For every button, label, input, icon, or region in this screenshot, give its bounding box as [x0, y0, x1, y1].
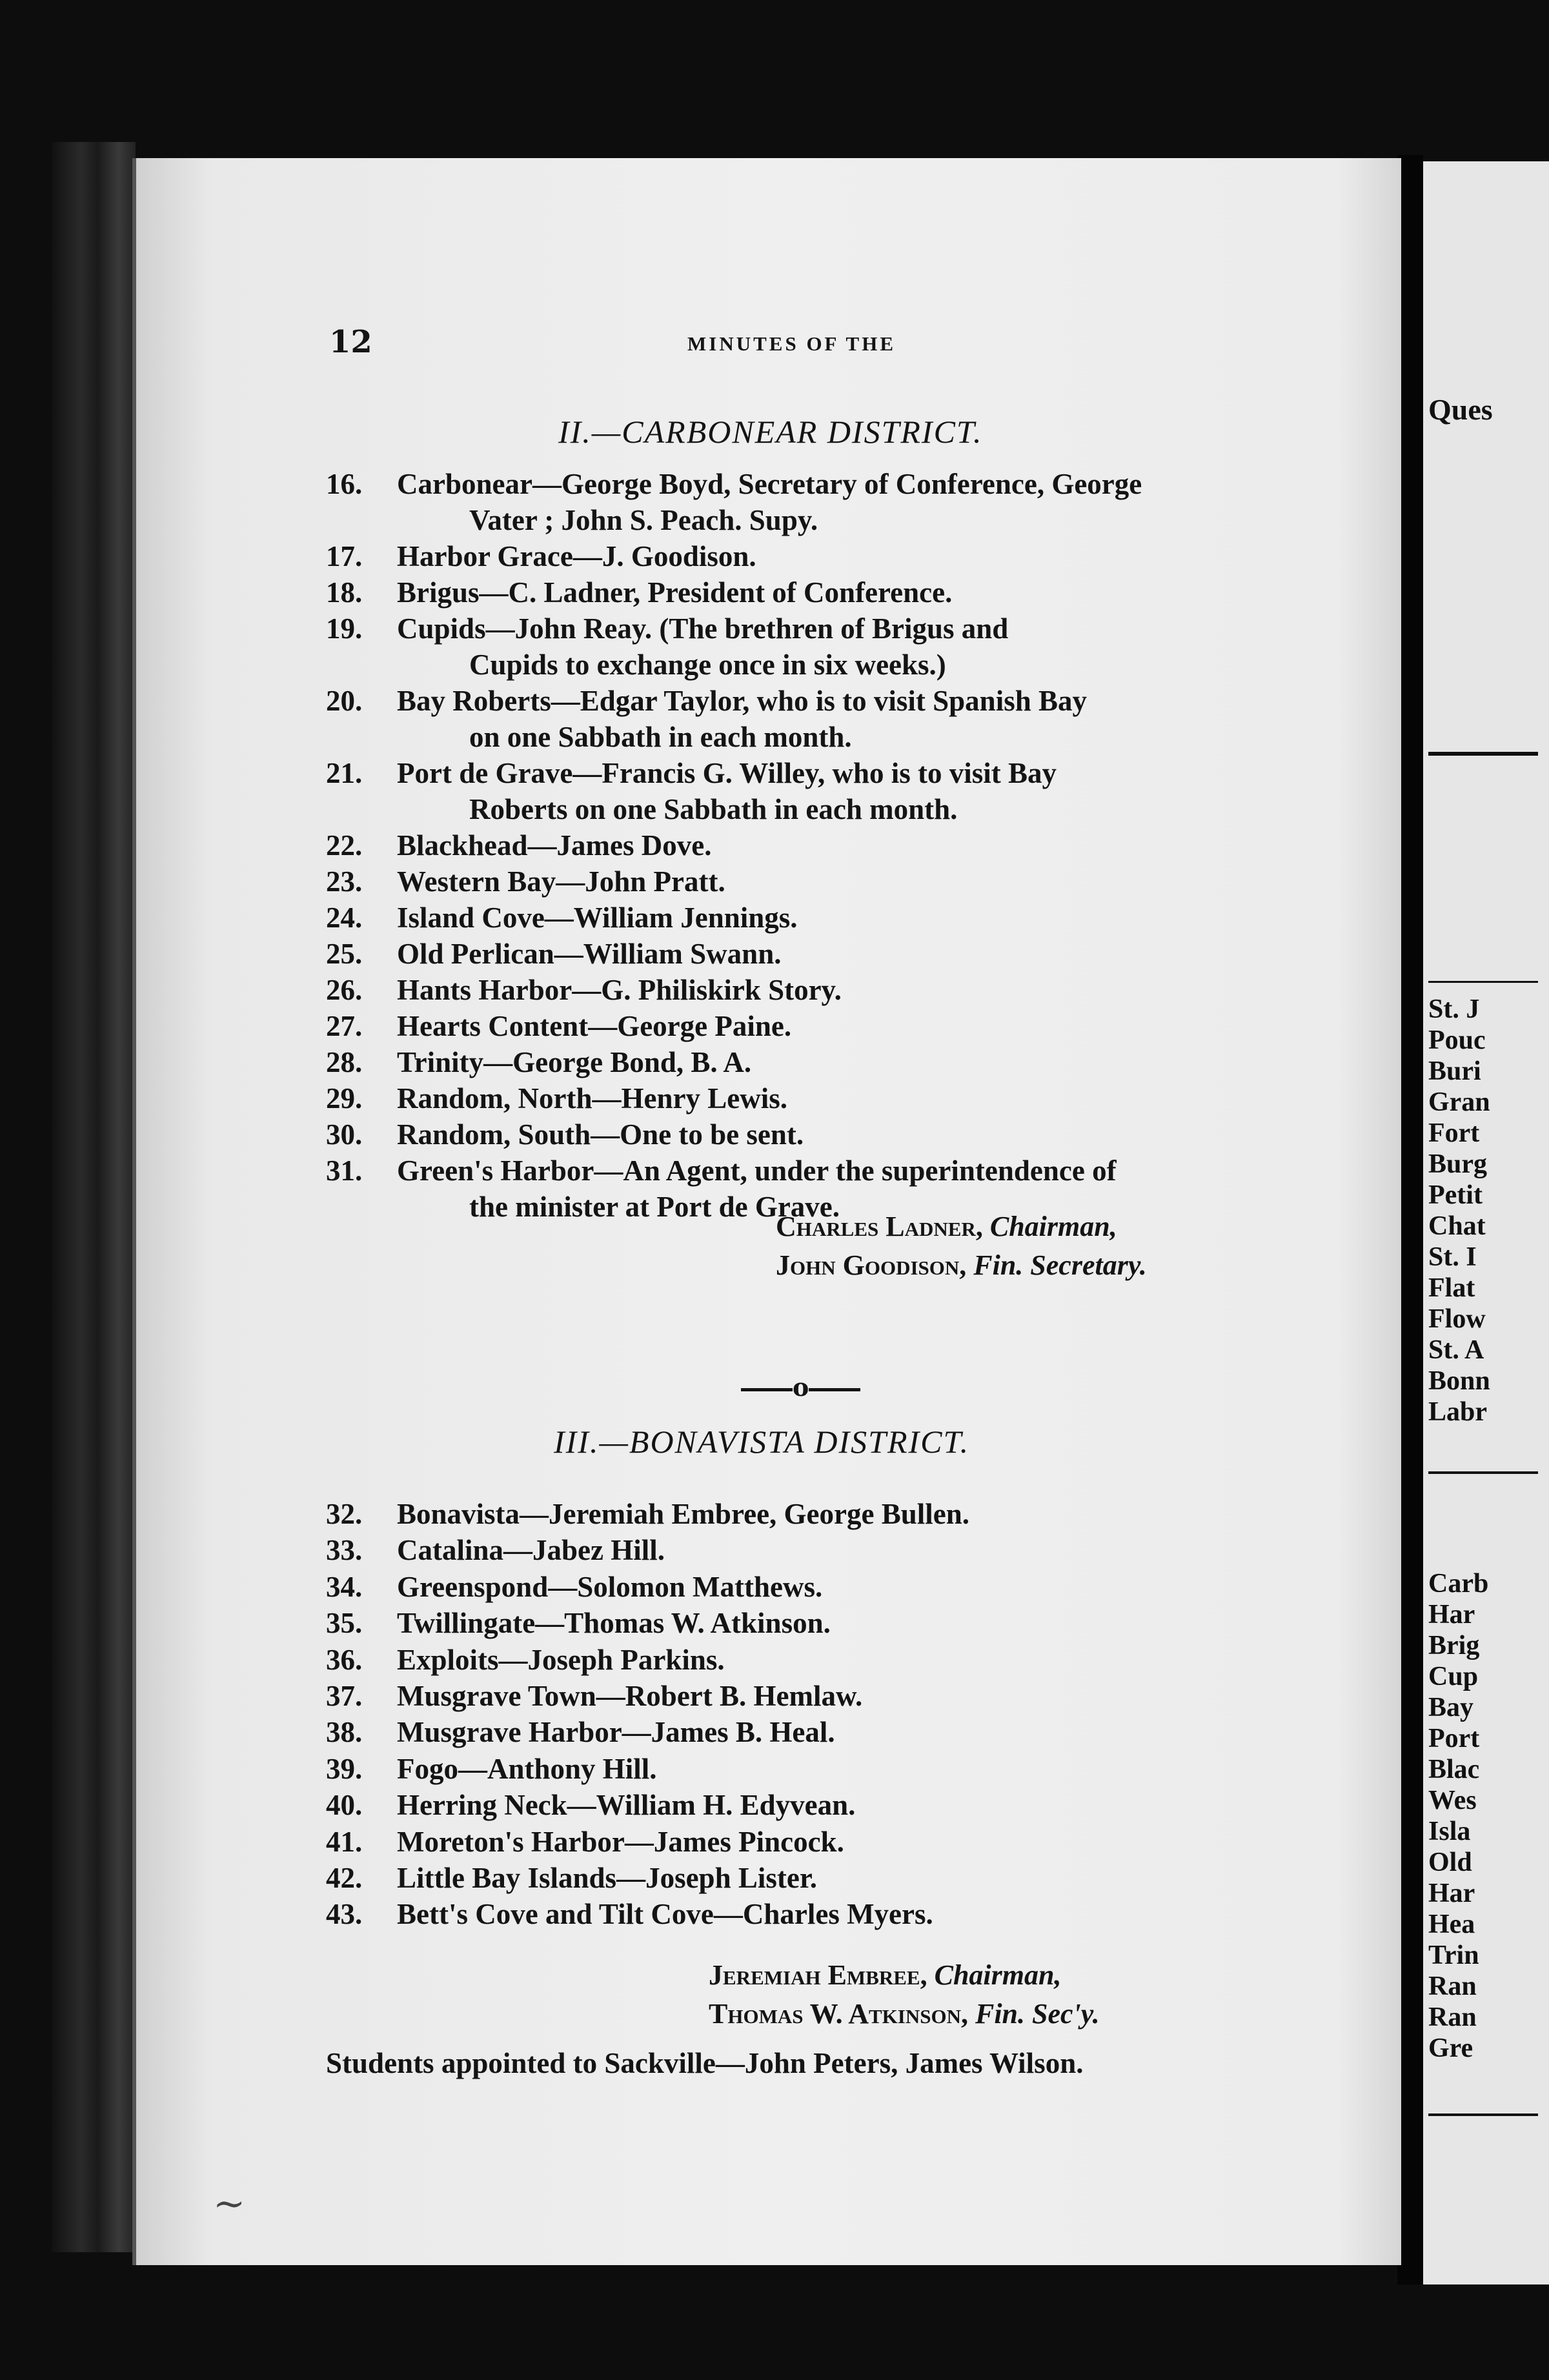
entry-text: Musgrave Harbor—James B. Heal.: [397, 1716, 835, 1749]
entry-line: [326, 466, 1313, 502]
entry-text: Catalina—Jabez Hill.: [397, 1534, 665, 1567]
entry-line: [326, 1678, 1313, 1714]
entry-text: Vater ; John S. Peach. Supy.: [469, 504, 818, 536]
right-list-item: St. J: [1428, 994, 1480, 1024]
entry-text: Moreton's Harbor—James Pincock.: [397, 1825, 844, 1858]
entry-text: Random, South—One to be sent.: [397, 1118, 804, 1151]
entry-text: Roberts on one Sabbath in each month.: [469, 793, 958, 825]
entry-text: Bett's Cove and Tilt Cove—Charles Myers.: [397, 1898, 933, 1931]
right-rule-4: [1428, 2113, 1538, 2116]
entry-number: 27.: [326, 1010, 363, 1042]
right-list-item: Pouc: [1428, 1025, 1486, 1055]
entry-line: [326, 900, 1313, 936]
entry-text: Cupids to exchange once in six weeks.): [469, 649, 946, 681]
entry-text: the minister at Port de Grave.: [469, 1191, 840, 1223]
right-list-item: Brig: [1428, 1631, 1480, 1660]
right-list-item: St. I: [1428, 1242, 1477, 1272]
entry-text: Fogo—Anthony Hill.: [397, 1752, 657, 1785]
signature-line: [776, 1210, 1117, 1243]
entry-number: 34.: [326, 1570, 363, 1603]
entry-line: [326, 683, 1313, 719]
signature-role: Chairman,: [989, 1211, 1117, 1242]
entry-line: [326, 1008, 1313, 1044]
right-list-item: St. A: [1428, 1335, 1484, 1365]
entry-text: Greenspond—Solomon Matthews.: [397, 1570, 823, 1603]
entry-text: Random, North—Henry Lewis.: [397, 1082, 787, 1114]
right-list-item: Hea: [1428, 1910, 1475, 1939]
right-list-item: Ran: [1428, 2002, 1477, 2032]
entry-line: [326, 1824, 1313, 1860]
right-list-item: Burg: [1428, 1149, 1488, 1179]
entry-line: [326, 1532, 1313, 1568]
entry-number: 30.: [326, 1118, 363, 1151]
entry-text: Brigus—C. Ladner, President of Conference.: [397, 576, 953, 609]
page-number: 12: [329, 324, 372, 360]
entry-text: Hearts Content—George Paine.: [397, 1010, 792, 1042]
entry-continuation-line: [326, 502, 1457, 538]
right-list-item: Ran: [1428, 1972, 1477, 2001]
entry-number: 37.: [326, 1680, 363, 1712]
right-list-item: Buri: [1428, 1056, 1481, 1086]
right-list-item: Fort: [1428, 1118, 1480, 1148]
entry-number: 38.: [326, 1716, 363, 1749]
signature-role: Fin. Secretary.: [973, 1249, 1147, 1281]
entry-line: [326, 755, 1313, 791]
signature-line: [709, 1997, 1100, 2030]
entry-number: 41.: [326, 1825, 363, 1858]
right-list-item: Bay: [1428, 1693, 1474, 1722]
right-rule-1: [1428, 752, 1538, 756]
right-list-item: Port: [1428, 1724, 1480, 1753]
section-divider: o: [741, 1373, 860, 1402]
entry-number: 40.: [326, 1789, 363, 1822]
entry-line: [326, 1714, 1313, 1750]
entry-text: Twillingate—Thomas W. Atkinson.: [397, 1607, 831, 1640]
entry-number: 35.: [326, 1607, 363, 1640]
entry-text: Cupids—John Reay. (The brethren of Brigus and: [397, 612, 1009, 645]
signature-role: Chairman,: [934, 1959, 1062, 1991]
entry-text: on one Sabbath in each month.: [469, 721, 852, 753]
entry-continuation-line: [326, 719, 1457, 755]
entry-number: 16.: [326, 468, 363, 500]
entry-number: 29.: [326, 1082, 363, 1114]
right-list-item: Old: [1428, 1848, 1472, 1877]
entry-line: [326, 538, 1313, 574]
entry-number: 39.: [326, 1752, 363, 1785]
signature-line: [709, 1959, 1061, 1992]
entry-line: [326, 972, 1313, 1008]
signature-name: John Goodison,: [776, 1249, 974, 1281]
entry-text: Bay Roberts—Edgar Taylor, who is to visit Spanish Bay: [397, 685, 1088, 717]
bonavista-district-title: III.—BONAVISTA DISTRICT.: [554, 1424, 970, 1460]
right-page: [1423, 161, 1549, 2284]
entry-line: [326, 1080, 1313, 1116]
entry-line: [326, 610, 1313, 647]
right-list-item: Flat: [1428, 1273, 1475, 1303]
entry-line: [326, 936, 1313, 972]
carbonear-district-title: II.—CARBONEAR DISTRICT.: [558, 414, 983, 450]
entry-line: [326, 1116, 1313, 1153]
entry-line: [326, 1605, 1313, 1641]
right-list-item: Trin: [1428, 1941, 1479, 1970]
right-list-item: Carb: [1428, 1569, 1489, 1598]
signature-line: [776, 1249, 1147, 1282]
entry-number: 36.: [326, 1643, 363, 1676]
entry-text: Bonavista—Jeremiah Embree, George Bullen.: [397, 1498, 970, 1530]
entry-text: Green's Harbor—An Agent, under the superintendence of: [397, 1155, 1117, 1187]
right-list-item: Gran: [1428, 1087, 1490, 1117]
entry-line: [326, 1569, 1313, 1605]
entry-line: [326, 1751, 1313, 1787]
entry-line: [326, 1860, 1313, 1896]
right-list-item: Gre: [1428, 2033, 1473, 2063]
signature-name: Charles Ladner,: [776, 1211, 990, 1242]
entry-number: 31.: [326, 1155, 363, 1187]
signature-role: Fin. Sec'y.: [975, 1998, 1100, 2030]
entry-line: [326, 827, 1313, 863]
entry-number: 26.: [326, 974, 363, 1006]
entry-number: 22.: [326, 829, 363, 862]
entry-number: 28.: [326, 1046, 363, 1078]
entry-number: 17.: [326, 540, 363, 572]
entry-line: [326, 574, 1313, 610]
entry-text: Western Bay—John Pratt.: [397, 865, 725, 898]
entry-number: 21.: [326, 757, 363, 789]
entry-number: 24.: [326, 902, 363, 934]
entry-number: 33.: [326, 1534, 363, 1567]
right-rule-3: [1428, 1471, 1538, 1474]
entry-text: Blackhead—James Dove.: [397, 829, 712, 862]
signature-name: Jeremiah Embree,: [709, 1959, 935, 1991]
entry-text: Exploits—Joseph Parkins.: [397, 1643, 725, 1676]
entry-line: [326, 1496, 1313, 1532]
entry-line: [326, 1153, 1313, 1189]
right-list-item: Labr: [1428, 1397, 1488, 1427]
right-list-item: Har: [1428, 1879, 1475, 1908]
entry-continuation-line: [326, 647, 1457, 683]
entry-line: [326, 863, 1313, 900]
right-list-item: Har: [1428, 1600, 1475, 1629]
signature-name: Thomas W. Atkinson,: [709, 1998, 975, 2030]
entry-number: 25.: [326, 938, 363, 970]
entry-text: Old Perlican—William Swann.: [397, 938, 782, 970]
entry-continuation-line: [326, 791, 1457, 827]
right-list-item: Chat: [1428, 1211, 1486, 1241]
right-rule-2: [1428, 981, 1538, 983]
right-list-item: Blac: [1428, 1755, 1480, 1784]
entry-number: 42.: [326, 1862, 363, 1894]
entry-text: Musgrave Town—Robert B. Hemlaw.: [397, 1680, 863, 1712]
entry-text: Island Cove—William Jennings.: [397, 902, 798, 934]
students-note: Students appointed to Sackville—John Peters, James Wilson.: [326, 2047, 1084, 2079]
entry-line: [326, 1044, 1313, 1080]
entry-number: 32.: [326, 1498, 363, 1530]
entry-line: [326, 1896, 1313, 1932]
right-list-item: Isla: [1428, 1817, 1471, 1846]
entry-text: Carbonear—George Boyd, Secretary of Conference, George: [397, 468, 1142, 500]
entry-text: Hants Harbor—G. Philiskirk Story.: [397, 974, 842, 1006]
entry-number: 20.: [326, 685, 363, 717]
entry-text: Trinity—George Bond, B. A.: [397, 1046, 752, 1078]
running-head: MINUTES OF THE: [687, 332, 896, 355]
right-list-item: Petit: [1428, 1180, 1483, 1210]
pencil-mark: ~: [213, 2181, 246, 2226]
right-page-heading: Ques: [1428, 393, 1493, 426]
entry-text: Herring Neck—William H. Edyvean.: [397, 1789, 856, 1822]
right-list-item: Bonn: [1428, 1366, 1490, 1396]
right-list-item: Wes: [1428, 1786, 1477, 1815]
entry-line: [326, 1642, 1313, 1678]
entry-text: Harbor Grace—J. Goodison.: [397, 540, 756, 572]
entry-line: [326, 1787, 1313, 1823]
entry-text: Little Bay Islands—Joseph Lister.: [397, 1862, 817, 1894]
entry-number: 23.: [326, 865, 363, 898]
right-list-item: Flow: [1428, 1304, 1486, 1334]
entry-number: 43.: [326, 1898, 363, 1931]
entry-number: 19.: [326, 612, 363, 645]
entry-number: 18.: [326, 576, 363, 609]
right-list-item: Cup: [1428, 1662, 1479, 1691]
entry-text: Port de Grave—Francis G. Willey, who is to visit Bay: [397, 757, 1057, 789]
